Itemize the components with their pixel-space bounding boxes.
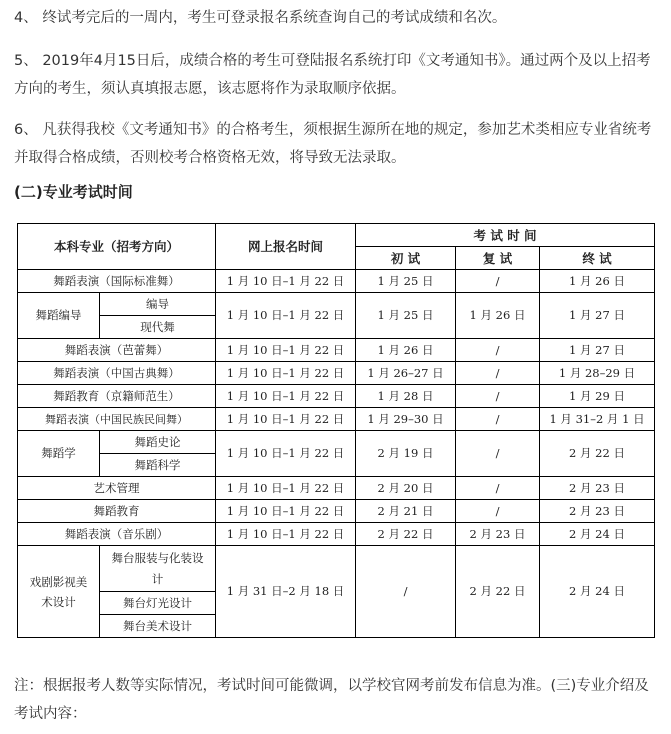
second-cell: 2 月 23 日	[456, 523, 540, 546]
major-cell: 舞蹈表演（国际标准舞）	[18, 270, 216, 293]
header-exam-time: 考 试 时 间	[356, 224, 655, 247]
final-cell: 1 月 28–29 日	[540, 362, 655, 385]
preliminary-cell: 2 月 19 日	[356, 431, 456, 477]
final-cell: 1 月 29 日	[540, 385, 655, 408]
exam-schedule-table	[17, 223, 655, 638]
registration-cell: 1 月 10 日–1 月 22 日	[216, 500, 356, 523]
preliminary-cell: 1 月 25 日	[356, 293, 456, 339]
preliminary-cell: 2 月 20 日	[356, 477, 456, 500]
second-cell: /	[456, 431, 540, 477]
preliminary-cell: 1 月 26 日	[356, 339, 456, 362]
registration-cell: 1 月 10 日–1 月 22 日	[216, 477, 356, 500]
preliminary-cell: 2 月 21 日	[356, 500, 456, 523]
second-cell: /	[456, 362, 540, 385]
major-cell: 艺术管理	[18, 477, 216, 500]
table-row	[18, 523, 655, 546]
second-cell: /	[456, 477, 540, 500]
table-row	[18, 385, 655, 408]
paragraph-4: 4、 终试考完后的一周内，考生可登录报名系统查询自己的考试成绩和名次。	[14, 10, 507, 26]
final-cell: 1 月 27 日	[540, 339, 655, 362]
preliminary-cell: 1 月 28 日	[356, 385, 456, 408]
registration-cell: 1 月 10 日–1 月 22 日	[216, 385, 356, 408]
paragraph-5: 5、 2019年4月15日后，成绩合格的考生可登陆报名系统打印《文考通知书》。通过两个及以上招考方向的考生，须认真填报志愿，该志愿将作为录取顺序依据。	[14, 53, 651, 97]
major-cell: 舞蹈编导	[18, 293, 100, 339]
final-cell: 2 月 24 日	[540, 523, 655, 546]
second-cell: /	[456, 500, 540, 523]
preliminary-cell: 1 月 26–27 日	[356, 362, 456, 385]
header-preliminary: 初 试	[356, 247, 456, 270]
header-second: 复 试	[456, 247, 540, 270]
header-final: 终 试	[540, 247, 655, 270]
second-cell: /	[456, 339, 540, 362]
second-cell: /	[456, 270, 540, 293]
registration-cell: 1 月 10 日–1 月 22 日	[216, 362, 356, 385]
section-heading: (二)专业考试时间	[14, 183, 133, 201]
major-cell: 舞蹈教育（京籍师范生）	[18, 385, 216, 408]
second-cell: 2 月 22 日	[456, 546, 540, 638]
registration-cell: 1 月 10 日–1 月 22 日	[216, 339, 356, 362]
second-cell: 1 月 26 日	[456, 293, 540, 339]
registration-cell: 1 月 10 日–1 月 22 日	[216, 523, 356, 546]
header-online-registration: 网上报名时间	[216, 224, 356, 270]
final-cell: 1 月 27 日	[540, 293, 655, 339]
major-cell: 舞蹈表演（音乐剧）	[18, 523, 216, 546]
registration-cell: 1 月 31 日–2 月 18 日	[216, 546, 356, 638]
major-cell: 戏剧影视美术设计	[18, 546, 100, 638]
table-row	[18, 362, 655, 385]
preliminary-cell: 1 月 29–30 日	[356, 408, 456, 431]
final-cell: 2 月 23 日	[540, 477, 655, 500]
table-row	[18, 408, 655, 431]
table-row	[18, 293, 655, 316]
table-row	[18, 431, 655, 454]
table-row	[18, 270, 655, 293]
final-cell: 2 月 22 日	[540, 431, 655, 477]
footnote: 注：根据报考人数等实际情况，考试时间可能微调，以学校官网考前发布信息为准。(三)专业介绍及考试内容：	[14, 678, 649, 722]
second-cell: /	[456, 408, 540, 431]
direction-cell: 舞蹈科学	[100, 454, 216, 477]
table-header-row	[18, 224, 655, 247]
registration-cell: 1 月 10 日–1 月 22 日	[216, 293, 356, 339]
major-cell: 舞蹈表演（芭蕾舞）	[18, 339, 216, 362]
direction-cell: 舞台灯光设计	[100, 592, 216, 615]
registration-cell: 1 月 10 日–1 月 22 日	[216, 408, 356, 431]
preliminary-cell: 1 月 25 日	[356, 270, 456, 293]
header-major: 本科专业（招考方向）	[18, 224, 216, 270]
final-cell: 1 月 26 日	[540, 270, 655, 293]
direction-cell: 舞台服装与化装设计	[100, 546, 216, 592]
table-row	[18, 477, 655, 500]
table-row	[18, 339, 655, 362]
preliminary-cell: 2 月 22 日	[356, 523, 456, 546]
table-row	[18, 500, 655, 523]
major-cell: 舞蹈教育	[18, 500, 216, 523]
paragraph-6: 6、 凡获得我校《文考通知书》的合格考生，须根据生源所在地的规定，参加艺术类相应专业省统考并取得合格成绩，否则校考合格资格无效，将导致无法录取。	[14, 122, 652, 166]
direction-cell: 现代舞	[100, 316, 216, 339]
registration-cell: 1 月 10 日–1 月 22 日	[216, 431, 356, 477]
direction-cell: 编导	[100, 293, 216, 316]
table-row	[18, 546, 655, 592]
major-cell: 舞蹈表演（中国古典舞）	[18, 362, 216, 385]
direction-cell: 舞蹈史论	[100, 431, 216, 454]
final-cell: 1 月 31–2 月 1 日	[540, 408, 655, 431]
direction-cell: 舞台美术设计	[100, 615, 216, 638]
second-cell: /	[456, 385, 540, 408]
major-cell: 舞蹈表演（中国民族民间舞）	[18, 408, 216, 431]
preliminary-cell: /	[356, 546, 456, 638]
final-cell: 2 月 23 日	[540, 500, 655, 523]
major-cell: 舞蹈学	[18, 431, 100, 477]
registration-cell: 1 月 10 日–1 月 22 日	[216, 270, 356, 293]
final-cell: 2 月 24 日	[540, 546, 655, 638]
